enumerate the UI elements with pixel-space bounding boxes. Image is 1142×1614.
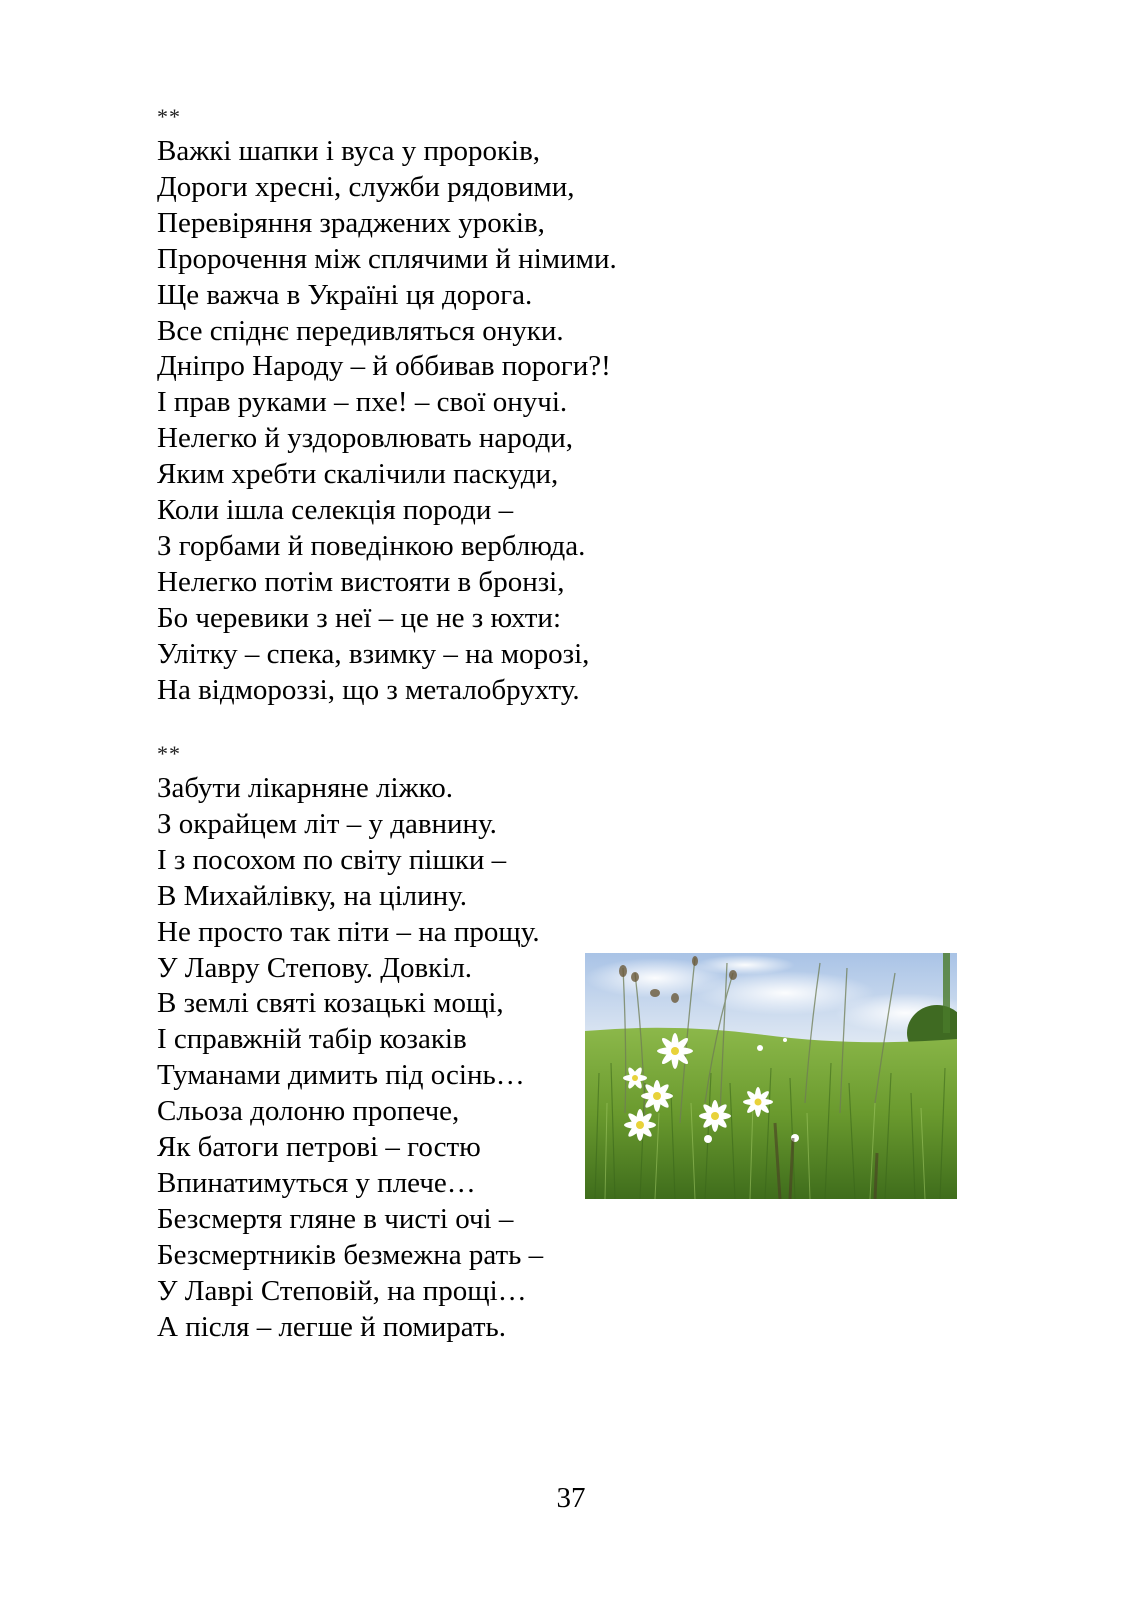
poem-line: У Лавру Степову. Довкіл. — [157, 951, 473, 984]
poem-line: В землі святі козацькі мощі, — [157, 987, 504, 1020]
poem-line: І прав руками – пхе! – свої онучі. — [157, 386, 568, 419]
poem-line: Нелегко й уздоровлювать народи, — [157, 422, 573, 455]
poem-line: Дороги хресні, служби рядовими, — [157, 170, 575, 203]
poem-line: Ще важча в Україні ця дорога. — [157, 278, 533, 311]
poem-line: Забути лікарняне ліжко. — [157, 772, 453, 804]
poem-section-marker: ** — [157, 741, 181, 766]
poem-line: З горбами й поведінкою верблюда. — [157, 529, 586, 562]
poem-line: Яким хребти скалічили паскуди, — [157, 458, 559, 491]
poem-line: Бо черевики з неї – це не з юхти: — [157, 601, 562, 634]
poem-line: В Михайлівку, на цілину. — [157, 879, 467, 912]
poem-line: Все спіднє передивляться онуки. — [157, 314, 564, 347]
daisy-flower — [657, 1033, 693, 1069]
poem-line: З окрайцем літ – у давнину. — [157, 807, 497, 840]
tree-trunk — [943, 953, 950, 1033]
poem-line: Безсмертя гляне в чисті очі – — [157, 1202, 514, 1235]
poem-line: Перевіряння зраджених уроків, — [157, 206, 545, 239]
meadow-illustration — [585, 953, 957, 1199]
meadow-daisies-photo — [585, 953, 957, 1199]
daisy-flower — [699, 1100, 731, 1132]
poem-line: У Лаврі Степовій, на прощі… — [157, 1274, 527, 1307]
poem-line: Важкі шапки і вуса у пророків, — [157, 135, 541, 167]
poem-line: І з посохом по світу пішки – — [157, 843, 507, 876]
daisy-flower — [641, 1080, 673, 1112]
poem-line: Сльоза долоню пропече, — [157, 1095, 460, 1128]
poem-section-marker: ** — [157, 104, 181, 129]
poem-line: І справжній табір козаків — [157, 1023, 467, 1056]
poem-line: Туманами димить під осінь… — [157, 1059, 525, 1092]
poem-line: Безсмертників безмежна рать – — [157, 1238, 544, 1271]
poem-line: Не просто так піти – на прощу. — [157, 915, 540, 948]
poem-line: Впинатимуться у плече… — [157, 1166, 476, 1199]
cloud — [695, 955, 795, 975]
poem-line: Нелегко потім вистояти в бронзі, — [157, 565, 565, 598]
poem-line: Улітку – спека, взимку – на морозі, — [157, 637, 590, 670]
daisy-flower — [624, 1109, 656, 1141]
poem-line: Коли ішла селекція породи – — [157, 494, 514, 527]
poem-line: А після – легше й помирать. — [157, 1310, 507, 1343]
page-number: 37 — [556, 1482, 586, 1514]
poem-1 — [157, 100, 757, 709]
poem-line: Як батоги петрові – гостю — [157, 1131, 481, 1164]
daisy-flower — [743, 1087, 773, 1117]
poem-line: Дніпро Народу – й оббивав пороги?! — [157, 350, 611, 383]
poem-line: На відмороззі, що з металобрухту. — [157, 673, 580, 706]
poem-line: Пророчення між сплячими й німими. — [157, 242, 617, 275]
